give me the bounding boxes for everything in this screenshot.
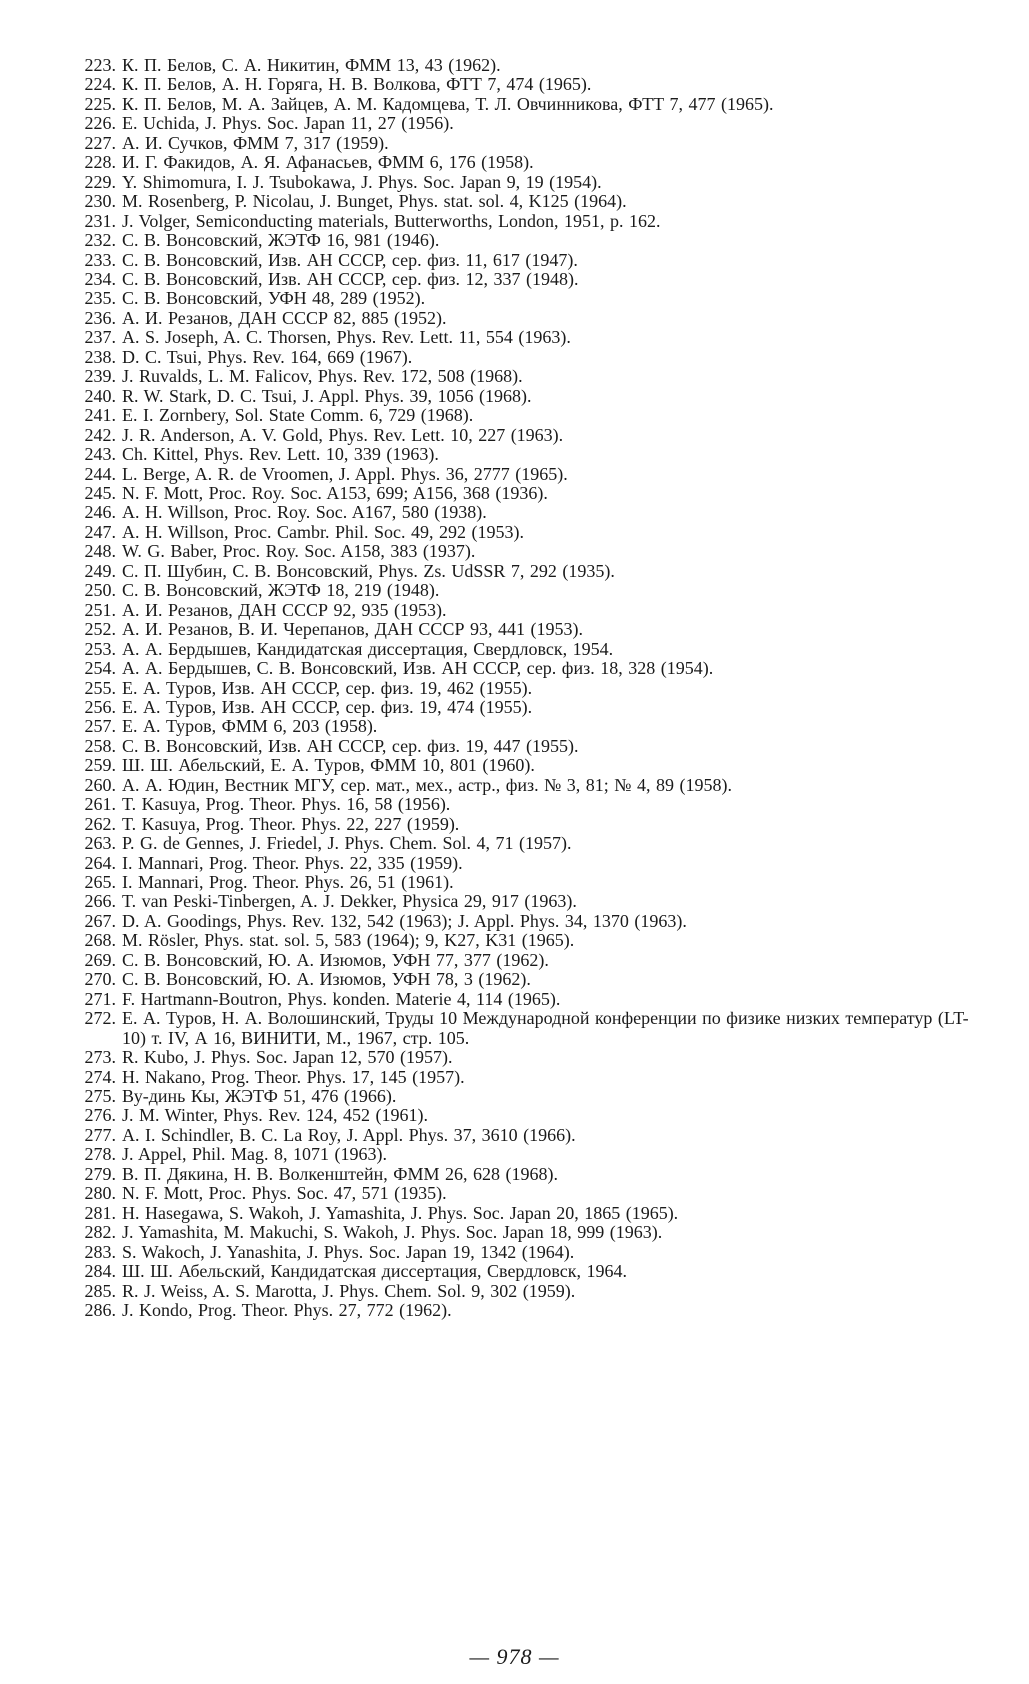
reference-number: 231. <box>84 210 116 231</box>
reference-item <box>72 756 972 775</box>
reference-number: 274. <box>84 1066 116 1087</box>
reference-text: Y. Shimomura, I. J. Tsubokawa, J. Phys. Soc. Japan 9, 19 (1954). <box>122 171 602 192</box>
reference-item <box>72 601 972 620</box>
reference-text: T. Kasuya, Prog. Theor. Phys. 22, 227 (1959). <box>122 813 460 834</box>
reference-number: 252. <box>84 619 116 640</box>
reference-text: Ву-динь Кы, ЖЭТФ 51, 476 (1966). <box>122 1086 397 1107</box>
reference-item <box>72 776 972 795</box>
reference-item <box>72 854 972 873</box>
reference-text: T. van Peski-Tinbergen, A. J. Dekker, Physica 29, 917 (1963). <box>122 891 577 912</box>
reference-number: 230. <box>84 191 116 212</box>
reference-number: 271. <box>84 988 116 1009</box>
reference-number: 227. <box>84 132 116 153</box>
reference-number: 283. <box>84 1241 116 1262</box>
reference-number: 275. <box>84 1086 116 1107</box>
reference-item <box>72 251 972 270</box>
reference-number: 251. <box>84 599 116 620</box>
reference-list <box>72 56 972 1320</box>
reference-text: Е. А. Туров, Изв. АН СССР, сер. физ. 19, 462 (1955). <box>122 677 533 698</box>
reference-number: 249. <box>84 560 116 581</box>
reference-text: В. П. Дякина, Н. В. Волкенштейн, ФММ 26, 628 (1968). <box>122 1163 558 1184</box>
reference-text: Е. А. Туров, ФММ 6, 203 (1958). <box>122 716 378 737</box>
reference-text: E. Uchida, J. Phys. Soc. Japan 11, 27 (1956). <box>122 113 454 134</box>
reference-text: С. В. Вонсовский, Ю. А. Изюмов, УФН 78, 3 (1962). <box>122 969 531 990</box>
reference-number: 256. <box>84 696 116 717</box>
reference-number: 270. <box>84 969 116 990</box>
reference-number: 269. <box>84 949 116 970</box>
reference-text: Ш. Ш. Абельский, Е. А. Туров, ФММ 10, 801 (1960). <box>122 755 535 776</box>
reference-number: 264. <box>84 852 116 873</box>
reference-item <box>72 873 972 892</box>
reference-item <box>72 56 972 75</box>
reference-item <box>72 1048 972 1067</box>
reference-item <box>72 289 972 308</box>
reference-text: W. G. Baber, Proc. Roy. Soc. A158, 383 (1937). <box>122 541 476 562</box>
reference-number: 233. <box>84 249 116 270</box>
reference-number: 276. <box>84 1105 116 1126</box>
reference-text: I. Mannari, Prog. Theor. Phys. 22, 335 (1959). <box>122 852 463 873</box>
reference-item <box>72 640 972 659</box>
reference-item <box>72 153 972 172</box>
reference-item <box>72 1262 972 1281</box>
reference-number: 239. <box>84 366 116 387</box>
reference-text: R. J. Weiss, A. S. Marotta, J. Phys. Chem. Sol. 9, 302 (1959). <box>122 1280 576 1301</box>
reference-text: А. И. Резанов, В. И. Черепанов, ДАН СССР 93, 441 (1953). <box>122 619 583 640</box>
reference-number: 228. <box>84 152 116 173</box>
reference-text: К. П. Белов, М. А. Зайцев, А. М. Кадомцева, Т. Л. Овчинникова, ФТТ 7, 477 (1965). <box>122 93 774 114</box>
reference-text: К. П. Белов, С. А. Никитин, ФММ 13, 43 (1962). <box>122 55 501 75</box>
reference-number: 229. <box>84 171 116 192</box>
reference-text: N. F. Mott, Proc. Roy. Soc. A153, 699; A156, 368 (1936). <box>122 482 548 503</box>
reference-number: 242. <box>84 424 116 445</box>
reference-item <box>72 387 972 406</box>
reference-item <box>72 581 972 600</box>
reference-item <box>72 75 972 94</box>
reference-number: 240. <box>84 385 116 406</box>
reference-number: 235. <box>84 288 116 309</box>
reference-number: 266. <box>84 891 116 912</box>
reference-item <box>72 1282 972 1301</box>
reference-item <box>72 95 972 114</box>
reference-number: 282. <box>84 1222 116 1243</box>
reference-text: J. Kondo, Prog. Theor. Phys. 27, 772 (1962). <box>122 1300 452 1320</box>
reference-text: С. В. Вонсовский, Изв. АН СССР, сер. физ. 12, 337 (1948). <box>122 268 579 289</box>
reference-text: F. Hartmann-Boutron, Phys. konden. Materie 4, 114 (1965). <box>122 988 561 1009</box>
reference-item <box>72 1204 972 1223</box>
reference-text: M. Rösler, Phys. stat. sol. 5, 583 (1964); 9, K27, K31 (1965). <box>122 930 575 951</box>
reference-item <box>72 367 972 386</box>
reference-text: С. П. Шубин, С. В. Вонсовский, Phys. Zs. UdSSR 7, 292 (1935). <box>122 560 615 581</box>
reference-text: J. R. Anderson, A. V. Gold, Phys. Rev. Lett. 10, 227 (1963). <box>122 424 564 445</box>
reference-number: 263. <box>84 833 116 854</box>
reference-text: L. Berge, A. R. de Vroomen, J. Appl. Phys. 36, 2777 (1965). <box>122 463 568 484</box>
reference-number: 259. <box>84 755 116 776</box>
reference-text: К. П. Белов, А. Н. Горяга, Н. В. Волкова, ФТТ 7, 474 (1965). <box>122 74 592 95</box>
reference-item <box>72 523 972 542</box>
reference-text: I. Mannari, Prog. Theor. Phys. 26, 51 (1961). <box>122 872 454 893</box>
reference-number: 223. <box>84 55 116 75</box>
reference-text: J. Volger, Semiconducting materials, Butterworths, London, 1951, p. 162. <box>122 210 661 231</box>
reference-text: H. Hasegawa, S. Wakoh, J. Yamashita, J. Phys. Soc. Japan 20, 1865 (1965). <box>122 1202 679 1223</box>
reference-text: С. В. Вонсовский, ЖЭТФ 16, 981 (1946). <box>122 230 440 251</box>
reference-number: 232. <box>84 230 116 251</box>
reference-number: 258. <box>84 735 116 756</box>
reference-number: 224. <box>84 74 116 95</box>
reference-number: 286. <box>84 1300 116 1320</box>
reference-text: R. Kubo, J. Phys. Soc. Japan 12, 570 (1957). <box>122 1047 453 1068</box>
reference-item <box>72 912 972 931</box>
reference-item <box>72 1145 972 1164</box>
reference-number: 257. <box>84 716 116 737</box>
reference-item <box>72 1165 972 1184</box>
reference-number: 281. <box>84 1202 116 1223</box>
reference-item <box>72 990 972 1009</box>
reference-item <box>72 192 972 211</box>
reference-item <box>72 1087 972 1106</box>
reference-item <box>72 795 972 814</box>
reference-number: 225. <box>84 93 116 114</box>
reference-number: 273. <box>84 1047 116 1068</box>
reference-number: 236. <box>84 307 116 328</box>
reference-number: 244. <box>84 463 116 484</box>
reference-item <box>72 1068 972 1087</box>
reference-text: Е. А. Туров, Изв. АН СССР, сер. физ. 19, 474 (1955). <box>122 696 533 717</box>
reference-number: 267. <box>84 910 116 931</box>
reference-item <box>72 1301 972 1320</box>
reference-number: 234. <box>84 268 116 289</box>
reference-number: 260. <box>84 774 116 795</box>
reference-number: 284. <box>84 1261 116 1282</box>
reference-item <box>72 620 972 639</box>
reference-number: 268. <box>84 930 116 951</box>
reference-item <box>72 1243 972 1262</box>
reference-item <box>72 717 972 736</box>
reference-item <box>72 426 972 445</box>
reference-text: D. C. Tsui, Phys. Rev. 164, 669 (1967). <box>122 346 413 367</box>
reference-item <box>72 348 972 367</box>
reference-text: A. H. Willson, Proc. Roy. Soc. A167, 580 (1938). <box>122 502 487 523</box>
reference-number: 279. <box>84 1163 116 1184</box>
reference-item <box>72 698 972 717</box>
reference-number: 254. <box>84 658 116 679</box>
reference-number: 238. <box>84 346 116 367</box>
reference-number: 262. <box>84 813 116 834</box>
reference-text: С. В. Вонсовский, Изв. АН СССР, сер. физ. 19, 447 (1955). <box>122 735 579 756</box>
reference-text: J. Yamashita, M. Makuchi, S. Wakoh, J. Phys. Soc. Japan 18, 999 (1963). <box>122 1222 663 1243</box>
reference-number: 237. <box>84 327 116 348</box>
reference-item <box>72 231 972 250</box>
reference-number: 255. <box>84 677 116 698</box>
reference-item <box>72 679 972 698</box>
reference-item <box>72 659 972 678</box>
reference-number: 246. <box>84 502 116 523</box>
reference-item <box>72 737 972 756</box>
reference-item <box>72 212 972 231</box>
reference-text: А. А. Бердышев, Кандидатская диссертация, Свердловск, 1954. <box>122 638 614 659</box>
reference-item <box>72 931 972 950</box>
reference-text: R. W. Stark, D. C. Tsui, J. Appl. Phys. 39, 1056 (1968). <box>122 385 532 406</box>
reference-text: A. I. Schindler, B. C. La Roy, J. Appl. Phys. 37, 3610 (1966). <box>122 1124 576 1145</box>
reference-number: 253. <box>84 638 116 659</box>
reference-number: 241. <box>84 405 116 426</box>
reference-item <box>72 465 972 484</box>
reference-text: N. F. Mott, Proc. Phys. Soc. 47, 571 (1935). <box>122 1183 447 1204</box>
reference-item <box>72 892 972 911</box>
reference-item <box>72 503 972 522</box>
reference-text: С. В. Вонсовский, ЖЭТФ 18, 219 (1948). <box>122 580 440 601</box>
reference-item <box>72 951 972 970</box>
reference-text: А. И. Резанов, ДАН СССР 82, 885 (1952). <box>122 307 447 328</box>
reference-text: И. Г. Факидов, А. Я. Афанасьев, ФММ 6, 176 (1958). <box>122 152 534 173</box>
reference-text: А. А. Юдин, Вестник МГУ, сер. мат., мех., астр., физ. № 3, 81; № 4, 89 (1958). <box>122 774 732 795</box>
reference-number: 278. <box>84 1144 116 1165</box>
reference-item <box>72 1106 972 1125</box>
reference-item <box>72 406 972 425</box>
reference-text: А. И. Сучков, ФММ 7, 317 (1959). <box>122 132 389 153</box>
reference-text: A. S. Joseph, A. C. Thorsen, Phys. Rev. Lett. 11, 554 (1963). <box>122 327 571 348</box>
reference-item <box>72 815 972 834</box>
reference-number: 285. <box>84 1280 116 1301</box>
reference-number: 277. <box>84 1124 116 1145</box>
reference-item <box>72 1009 972 1048</box>
reference-text: D. A. Goodings, Phys. Rev. 132, 542 (1963); J. Appl. Phys. 34, 1370 (1963). <box>122 910 687 931</box>
reference-text: A. H. Willson, Proc. Cambr. Phil. Soc. 49, 292 (1953). <box>122 521 524 542</box>
reference-text: С. В. Вонсовский, Ю. А. Изюмов, УФН 77, 377 (1962). <box>122 949 549 970</box>
reference-number: 272. <box>84 1008 116 1029</box>
reference-number: 248. <box>84 541 116 562</box>
reference-text: M. Rosenberg, P. Nicolau, J. Bunget, Phys. stat. sol. 4, K125 (1964). <box>122 191 627 212</box>
reference-item <box>72 270 972 289</box>
reference-item <box>72 562 972 581</box>
reference-item <box>72 134 972 153</box>
reference-item <box>72 309 972 328</box>
reference-text: J. Appel, Phil. Mag. 8, 1071 (1963). <box>122 1144 387 1165</box>
reference-item <box>72 834 972 853</box>
reference-number: 226. <box>84 113 116 134</box>
reference-item <box>72 173 972 192</box>
reference-text: E. I. Zornbery, Sol. State Comm. 6, 729 (1968). <box>122 405 474 426</box>
reference-text: А. И. Резанов, ДАН СССР 92, 935 (1953). <box>122 599 447 620</box>
reference-text: P. G. de Gennes, J. Friedel, J. Phys. Chem. Sol. 4, 71 (1957). <box>122 833 572 854</box>
reference-text: С. В. Вонсовский, Изв. АН СССР, сер. физ. 11, 617 (1947). <box>122 249 578 270</box>
reference-item <box>72 328 972 347</box>
reference-text: Ch. Kittel, Phys. Rev. Lett. 10, 339 (1963). <box>122 444 439 465</box>
reference-text: С. В. Вонсовский, УФН 48, 289 (1952). <box>122 288 426 309</box>
reference-number: 245. <box>84 482 116 503</box>
reference-text: J. Ruvalds, L. M. Falicov, Phys. Rev. 172, 508 (1968). <box>122 366 523 387</box>
page-number: — 978 — <box>469 1644 560 1669</box>
reference-number: 247. <box>84 521 116 542</box>
reference-text: H. Nakano, Prog. Theor. Phys. 17, 145 (1957). <box>122 1066 465 1087</box>
reference-item <box>72 970 972 989</box>
reference-text: Ш. Ш. Абельский, Кандидатская диссертация, Свердловск, 1964. <box>122 1261 627 1282</box>
reference-item <box>72 445 972 464</box>
reference-number: 265. <box>84 872 116 893</box>
reference-text: S. Wakoch, J. Yanashita, J. Phys. Soc. Japan 19, 1342 (1964). <box>122 1241 575 1262</box>
reference-text: J. M. Winter, Phys. Rev. 124, 452 (1961). <box>122 1105 429 1126</box>
reference-text: T. Kasuya, Prog. Theor. Phys. 16, 58 (1956). <box>122 794 451 815</box>
reference-item <box>72 484 972 503</box>
reference-item <box>72 114 972 133</box>
reference-text: А. А. Бердышев, С. В. Вонсовский, Изв. АН СССР, сер. физ. 18, 328 (1954). <box>122 658 714 679</box>
reference-number: 280. <box>84 1183 116 1204</box>
reference-item <box>72 1126 972 1145</box>
reference-item <box>72 1184 972 1203</box>
reference-number: 243. <box>84 444 116 465</box>
reference-number: 261. <box>84 794 116 815</box>
reference-text: Е. А. Туров, Н. А. Волошинский, Труды 10 Международной конференции по физике низких температур (LT-10) т. IV, А 16, ВИНИТИ, М., 1967, стр. 105. <box>122 1008 969 1048</box>
reference-number: 250. <box>84 580 116 601</box>
reference-item <box>72 1223 972 1242</box>
reference-item <box>72 542 972 561</box>
